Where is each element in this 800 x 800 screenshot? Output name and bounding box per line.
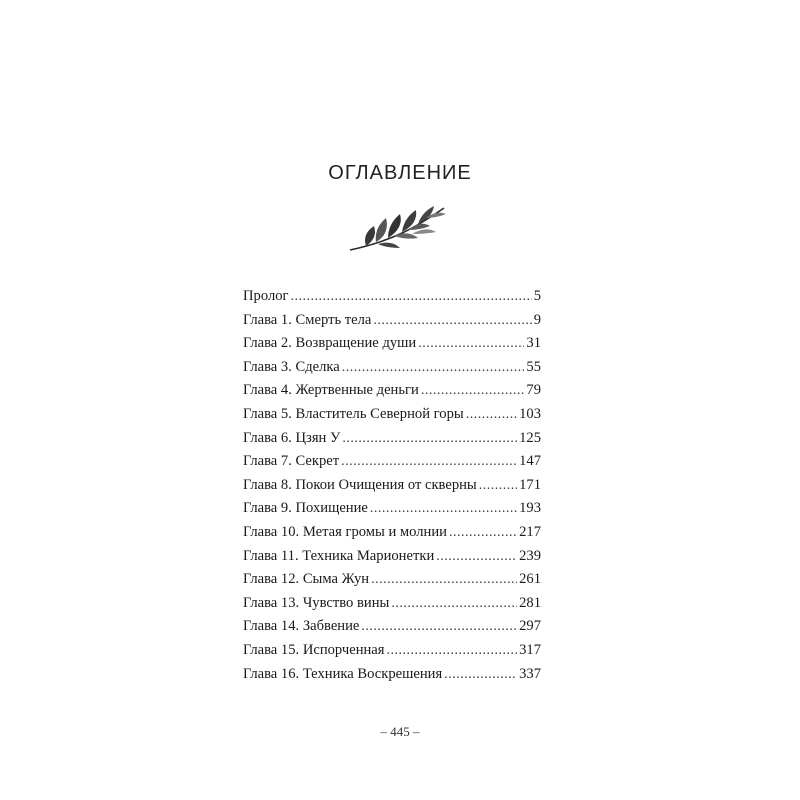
toc-dot-leader <box>373 313 531 329</box>
toc-entry <box>243 595 541 619</box>
toc-entry-label: Глава 3. Сделка <box>243 358 340 375</box>
toc-entry-label: Глава 7. Секрет <box>243 453 340 470</box>
toc-entry-page: 317 <box>519 641 541 658</box>
toc-entry-page: 31 <box>526 335 541 352</box>
toc-entry-page: 239 <box>519 547 541 564</box>
toc-entry-page: 261 <box>519 571 541 588</box>
toc-dot-leader <box>370 501 517 517</box>
toc-dot-leader <box>449 525 517 541</box>
toc-entry-page: 297 <box>519 618 541 635</box>
toc-entry-page: 281 <box>519 594 541 611</box>
toc-dot-leader <box>291 289 532 305</box>
toc-entry-page: 171 <box>519 476 541 493</box>
toc-entry-page: 125 <box>519 429 541 446</box>
toc-entry <box>243 359 541 383</box>
toc-entry-page: 103 <box>519 405 541 422</box>
toc-entry <box>243 335 541 359</box>
page-title: ОГЛАВЛЕНИЕ <box>328 162 472 184</box>
leaf-branch-icon <box>348 204 454 256</box>
toc-entry-page: 337 <box>519 665 541 682</box>
toc-entry-page: 5 <box>533 288 541 304</box>
toc-entry <box>243 524 541 548</box>
toc-entry-page: 217 <box>519 523 541 540</box>
toc-dot-leader <box>466 407 517 423</box>
toc-entry-page: 147 <box>519 453 541 470</box>
toc-dot-leader <box>387 643 518 659</box>
toc-entry <box>243 548 541 572</box>
table-of-contents <box>243 288 541 689</box>
toc-entry-label: Глава 13. Чувство вины <box>243 594 390 611</box>
page-number: – 445 – <box>380 724 420 739</box>
toc-entry-label: Глава 4. Жертвенные деньги <box>243 382 419 399</box>
toc-dot-leader <box>421 383 525 399</box>
toc-dot-leader <box>371 572 517 588</box>
toc-entry <box>243 666 541 690</box>
toc-entry-label: Глава 16. Техника Воскрешения <box>243 665 443 682</box>
toc-entry-label: Глава 10. Метая громы и молнии <box>243 523 447 540</box>
toc-entry-label: Глава 15. Испорченная <box>243 641 385 658</box>
toc-entry-label: Глава 9. Похищение <box>243 500 368 517</box>
toc-entry-label: Глава 11. Техника Марионетки <box>243 547 435 564</box>
toc-entry-label: Глава 8. Покои Очищения от скверны <box>243 476 477 493</box>
toc-entry-label: Глава 5. Властитель Северной горы <box>243 405 464 422</box>
toc-entry <box>243 453 541 477</box>
toc-entry-page: 9 <box>533 311 541 328</box>
toc-entry <box>243 312 541 336</box>
toc-entry <box>243 477 541 501</box>
toc-dot-leader <box>391 596 517 612</box>
toc-dot-leader <box>342 360 525 376</box>
toc-entry-page: 55 <box>526 358 541 375</box>
toc-entry-label: Глава 12. Сыма Жун <box>243 571 370 588</box>
toc-entry <box>243 618 541 642</box>
toc-dot-leader <box>418 336 524 352</box>
toc-entry <box>243 382 541 406</box>
toc-entry <box>243 500 541 524</box>
toc-entry <box>243 430 541 454</box>
toc-dot-leader <box>342 431 517 447</box>
toc-entry <box>243 288 541 312</box>
toc-dot-leader <box>436 549 517 565</box>
toc-entry-label: Пролог <box>243 288 289 304</box>
toc-entry <box>243 406 541 430</box>
toc-entry-label: Глава 6. Цзян У <box>243 429 341 446</box>
toc-entry-label: Глава 1. Смерть тела <box>243 311 372 328</box>
toc-dot-leader <box>479 478 517 494</box>
toc-entry-page: 79 <box>526 382 541 399</box>
toc-entry-label: Глава 14. Забвение <box>243 618 360 635</box>
toc-entry <box>243 571 541 595</box>
toc-entry-label: Глава 2. Возвращение души <box>243 335 417 352</box>
toc-dot-leader <box>341 454 517 470</box>
toc-dot-leader <box>444 667 517 683</box>
toc-dot-leader <box>361 619 517 635</box>
toc-entry-page: 193 <box>519 500 541 517</box>
toc-entry <box>243 642 541 666</box>
